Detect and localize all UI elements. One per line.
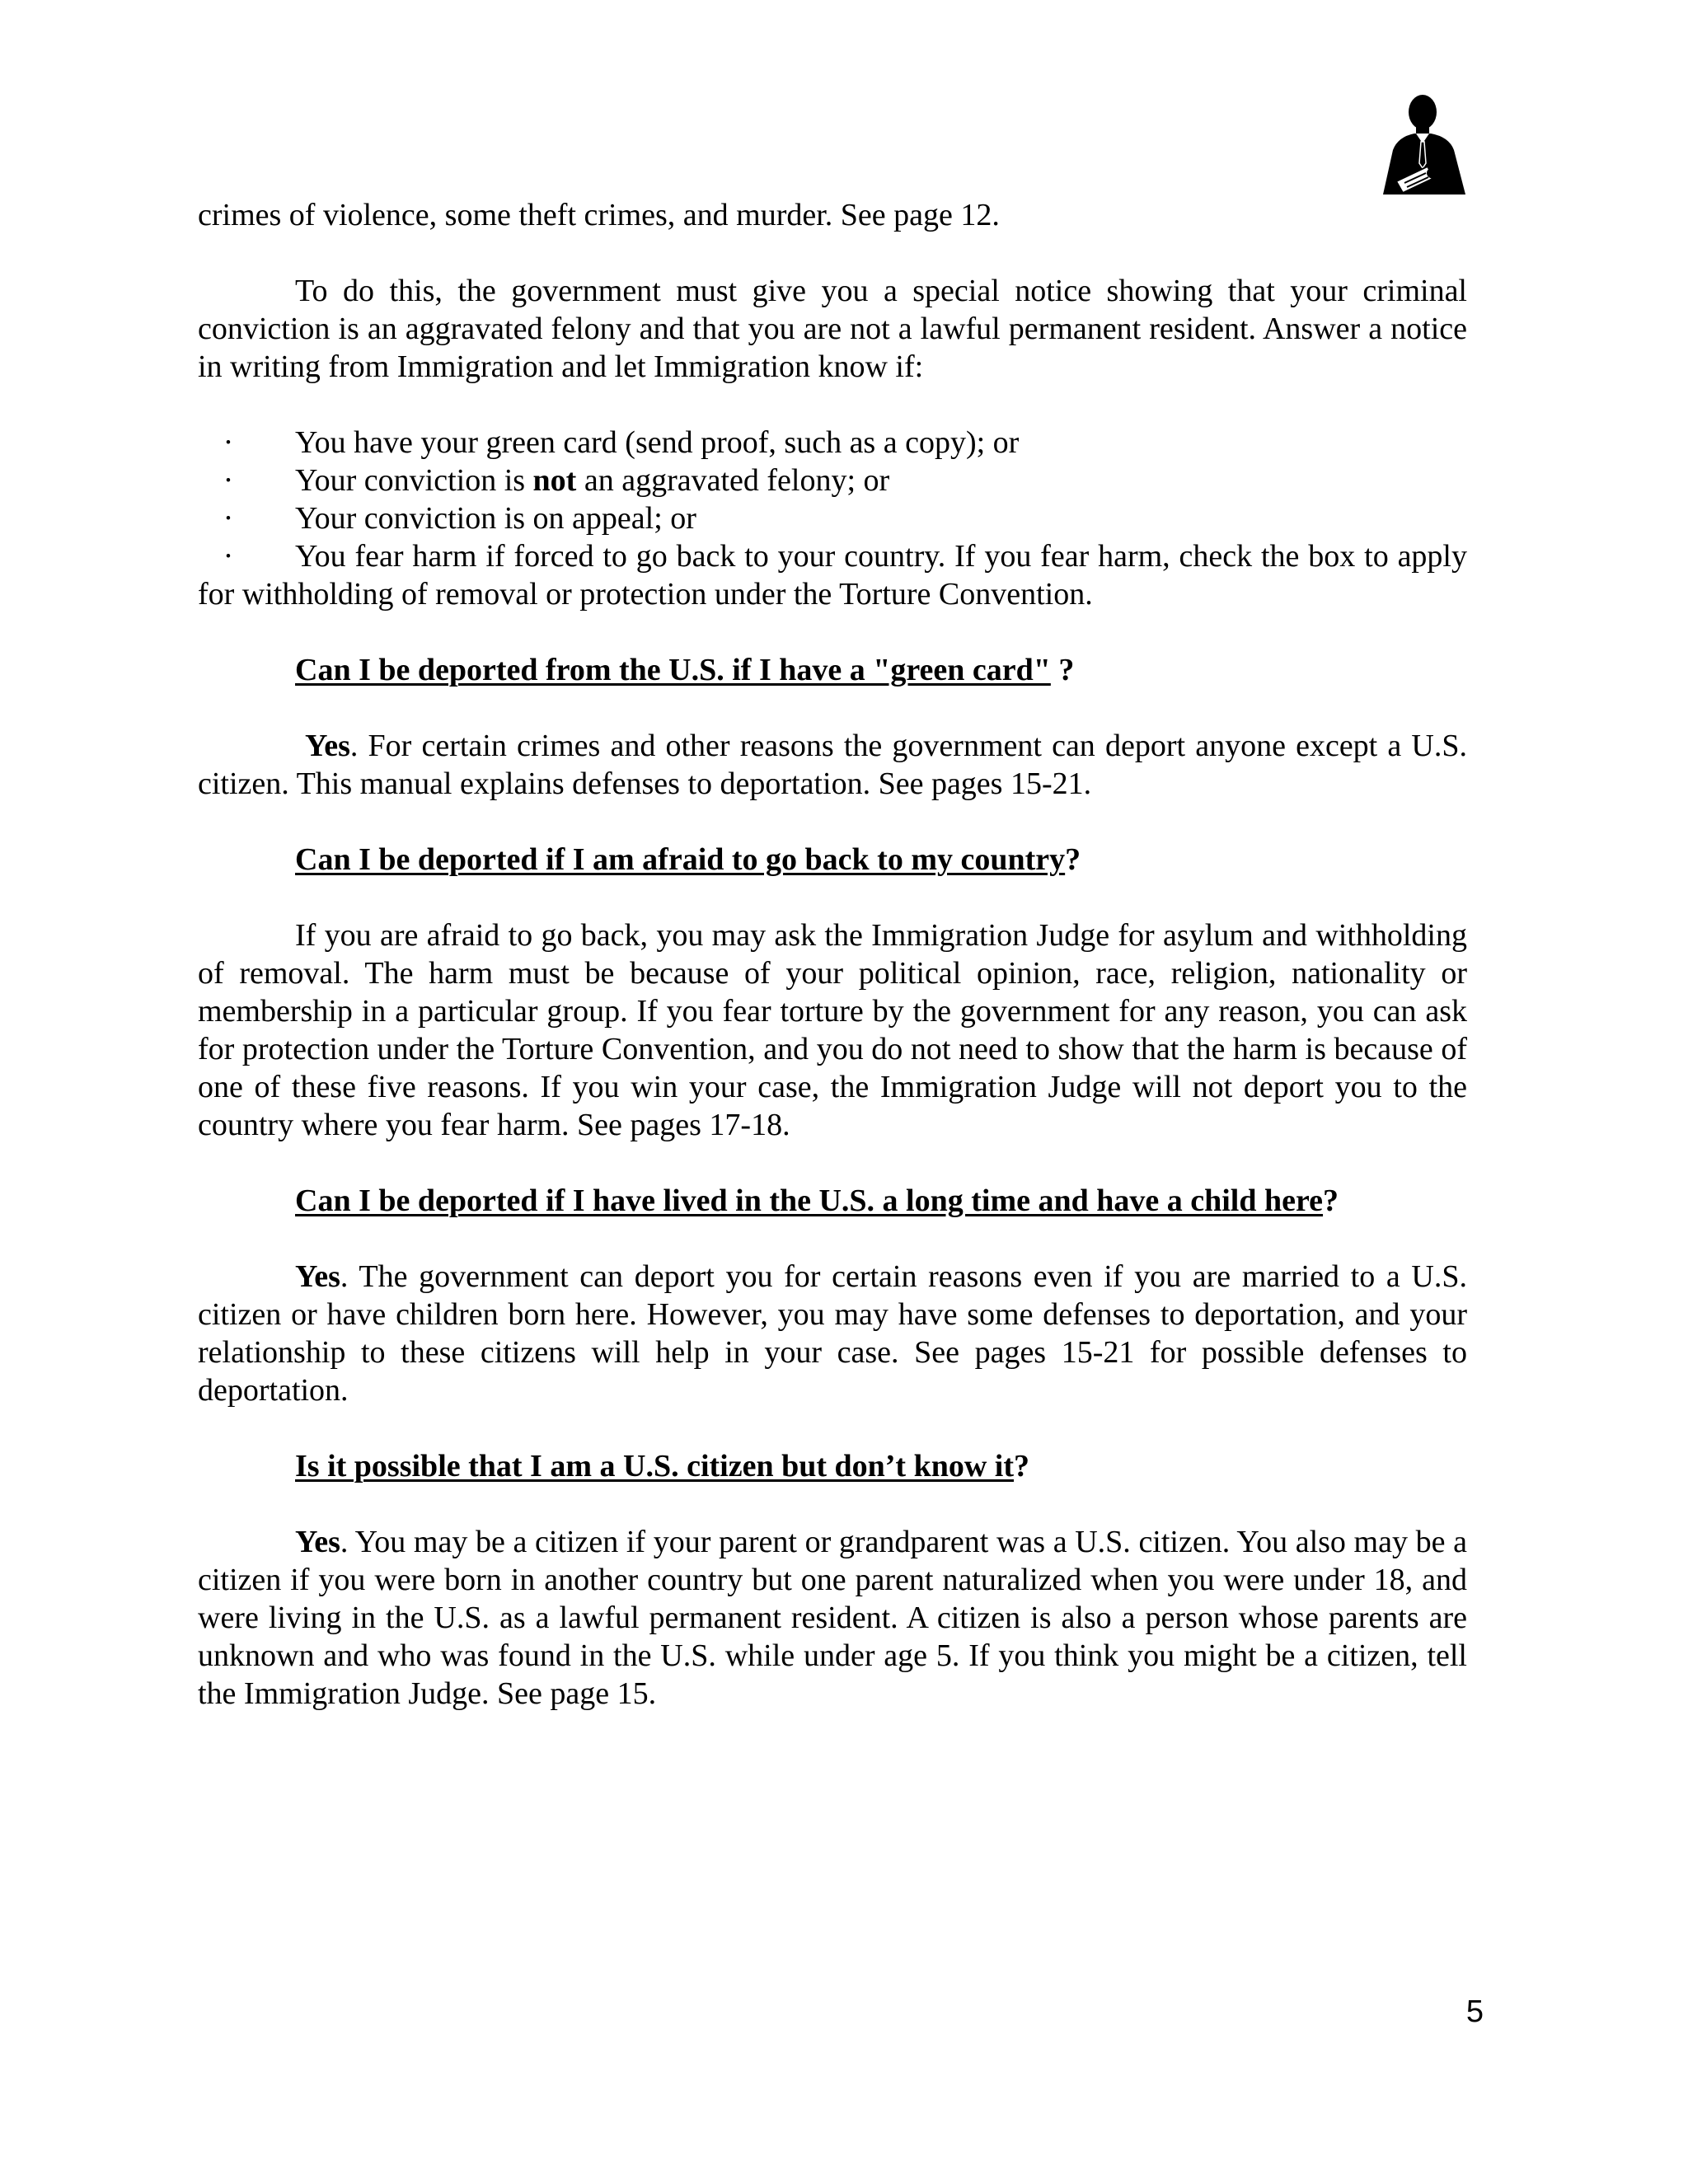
list-item: · You have your green card (send proof, such as a copy); or bbox=[198, 424, 1467, 462]
bullet-dot-icon: · bbox=[223, 539, 234, 574]
answer-paragraph: Yes. You may be a citizen if your parent or grandparent was a U.S. citizen. You also may be a citizen if you were born in another country but one parent naturalized when you were under 18, and were living in the U.S. as a lawful permanent resident. A citizen is also a person whose parents are unknown and who was found in the U.S. while under age 5. If you think you might be a citizen, tell the Immigration Judge. See page 15. bbox=[198, 1525, 1467, 1711]
list-item: · Your conviction is on appeal; or bbox=[198, 499, 1467, 537]
answer-paragraph: Yes. The government can deport you for certain reasons even if you are married to a U.S. citizen or have children born here. However, you may have some defenses to deportation, and your relationship to these citizens will help in your case. See pages 15-21 for possible defenses to deportation. bbox=[198, 1259, 1467, 1408]
person-at-desk-silhouette-icon bbox=[1368, 92, 1472, 196]
question-heading: Can I be deported from the U.S. if I have a "green card" ? bbox=[295, 653, 1075, 687]
intro-paragraph: To do this, the government must give you a special notice showing that your criminal conviction is an aggravated felony and that you are not a lawful permanent resident. Answer a notice in writing from Immigration and let Immigration know if: bbox=[198, 274, 1467, 384]
answer-paragraph: Yes. For certain crimes and other reasons the government can deport anyone except a U.S. citizen. This manual explains defenses to deportation. See pages 15-21. bbox=[198, 729, 1467, 801]
intro-line: crimes of violence, some theft crimes, and murder. See page 12. bbox=[198, 198, 1000, 232]
document-body bbox=[198, 196, 1467, 1750]
list-item: · Your conviction is not an aggravated felony; or bbox=[198, 462, 1467, 499]
bullet-dot-icon: · bbox=[223, 425, 234, 460]
bullet-dot-icon: · bbox=[223, 501, 234, 536]
page-number: 5 bbox=[1465, 1994, 1484, 2029]
question-heading: Can I be deported if I have lived in the U.S. a long time and have a child here? bbox=[295, 1183, 1339, 1218]
list-item: · You fear harm if forced to go back to your country. If you fear harm, check the box to apply for withholding of removal or protection under the Torture Convention. bbox=[198, 539, 1467, 612]
notice-response-list bbox=[198, 424, 1467, 613]
question-heading: Is it possible that I am a U.S. citizen but don’t know it? bbox=[295, 1449, 1029, 1483]
question-heading: Can I be deported if I am afraid to go back to my country? bbox=[295, 842, 1081, 877]
bullet-dot-icon: · bbox=[223, 463, 234, 498]
answer-paragraph: If you are afraid to go back, you may ask the Immigration Judge for asylum and withholding of removal. The harm must be because of your political opinion, race, religion, nationality or membership in a particular group. If you fear torture by the government for any reason, you can ask for protection under the Torture Convention, and you do not need to show that the harm is because of one of these five reasons. If you win your case, the Immigration Judge will not deport you to the country where you fear harm. See pages 17-18. bbox=[198, 918, 1467, 1142]
